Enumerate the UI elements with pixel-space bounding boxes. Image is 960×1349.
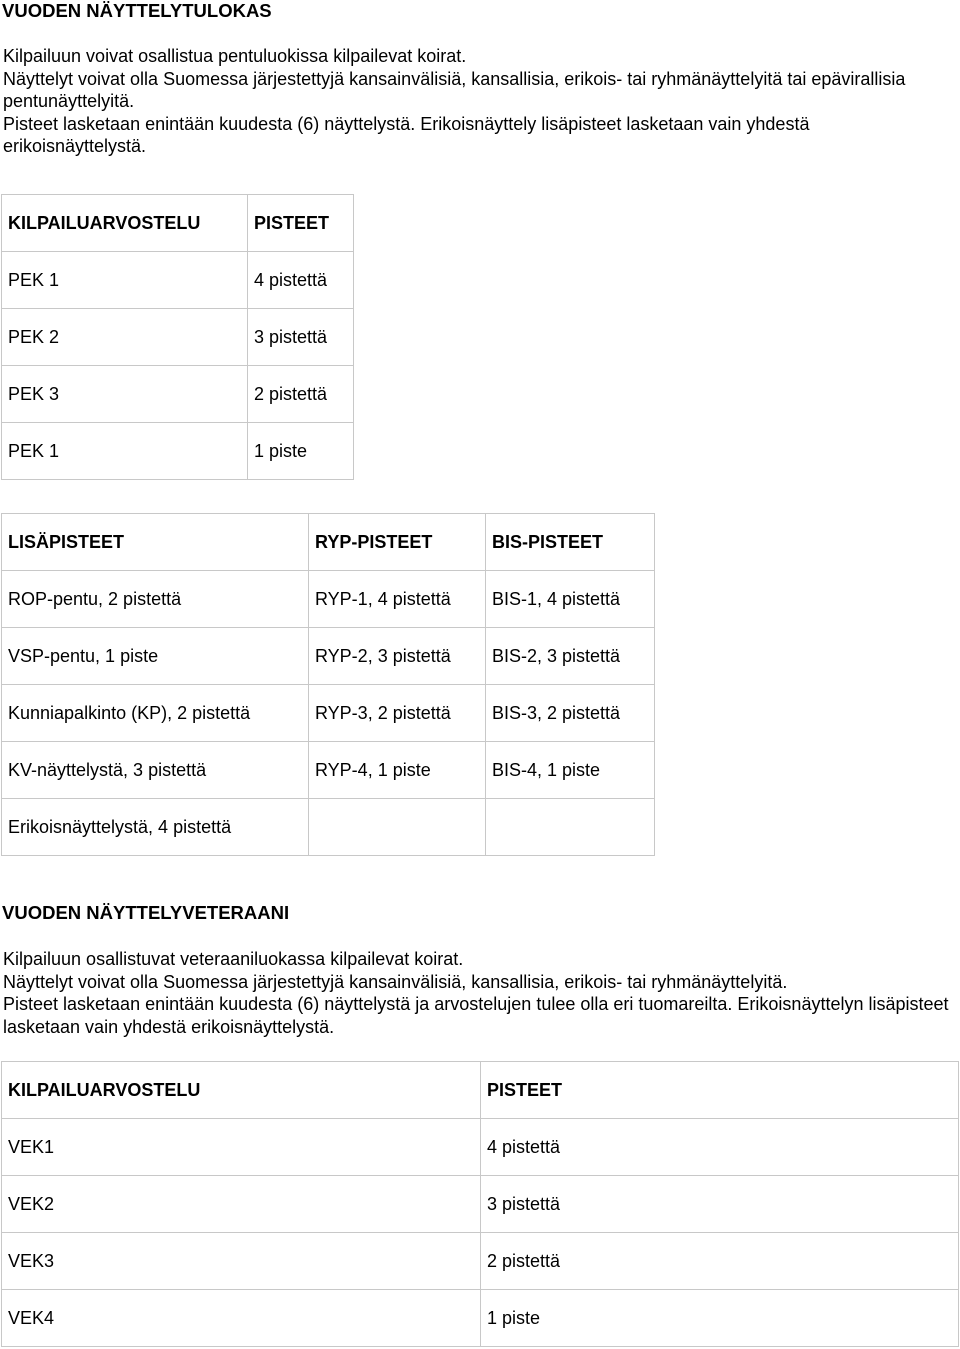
table-header-row <box>2 514 655 571</box>
table-row <box>2 423 354 480</box>
table-cell: Erikoisnäyttelystä, 4 pistettä <box>2 799 309 856</box>
table-cell: PEK 1 <box>2 423 248 480</box>
paragraph: Kilpailuun voivat osallistua pentuluokissa kilpailevat koirat. <box>3 46 467 66</box>
section-intro-nayttelyveteraani <box>3 948 953 1038</box>
table-cell: BIS-2, 3 pistettä <box>486 628 655 685</box>
table-cell: 3 pistettä <box>248 309 354 366</box>
table-row <box>2 366 354 423</box>
section-intro-nayttelytulokas <box>3 45 953 158</box>
table-row <box>2 1176 959 1233</box>
table-cell: BIS-1, 4 pistettä <box>486 571 655 628</box>
paragraph: Kilpailuun osallistuvat veteraaniluokassa kilpailevat koirat. <box>3 949 464 969</box>
table-cell: PEK 2 <box>2 309 248 366</box>
table-row <box>2 685 655 742</box>
table-header-cell: PISTEET <box>248 195 354 252</box>
table-cell: RYP-4, 1 piste <box>309 742 486 799</box>
table-row <box>2 1233 959 1290</box>
table-cell: 2 pistettä <box>248 366 354 423</box>
table-cell: KV-näyttelystä, 3 pistettä <box>2 742 309 799</box>
table-cell: RYP-3, 2 pistettä <box>309 685 486 742</box>
table-cell: RYP-2, 3 pistettä <box>309 628 486 685</box>
table-row <box>2 571 655 628</box>
table-cell: 4 pistettä <box>481 1119 959 1176</box>
table-header-cell: RYP-PISTEET <box>309 514 486 571</box>
table-cell: 1 piste <box>248 423 354 480</box>
points-table-tulokas <box>1 194 354 480</box>
paragraph: Näyttelyt voivat olla Suomessa järjestettyjä kansainvälisiä, kansallisia, erikois- tai ryhmänäyttelyitä tai epävirallisia pentunäyttelyitä. <box>3 68 906 112</box>
table-cell: 3 pistettä <box>481 1176 959 1233</box>
table-cell: ROP-pentu, 2 pistettä <box>2 571 309 628</box>
table-row <box>2 628 655 685</box>
section-title-nayttelytulokas: VUODEN NÄYTTELYTULOKAS <box>2 0 272 21</box>
table-row <box>2 742 655 799</box>
table-header-cell: LISÄPISTEET <box>2 514 309 571</box>
bonus-points-table <box>1 513 655 856</box>
table-header-cell: PISTEET <box>481 1062 959 1119</box>
table-cell: PEK 1 <box>2 252 248 309</box>
table-cell: VEK3 <box>2 1233 481 1290</box>
points-table-veteraani <box>1 1061 959 1347</box>
table-cell: 4 pistettä <box>248 252 354 309</box>
table-row <box>2 1119 959 1176</box>
table-header-row <box>2 1062 959 1119</box>
table-header-cell: KILPAILUARVOSTELU <box>2 1062 481 1119</box>
table-cell: PEK 3 <box>2 366 248 423</box>
table-cell: Kunniapalkinto (KP), 2 pistettä <box>2 685 309 742</box>
table-cell <box>309 799 486 856</box>
table-row <box>2 799 655 856</box>
table-row <box>2 1290 959 1347</box>
table-cell: BIS-3, 2 pistettä <box>486 685 655 742</box>
table-cell: 1 piste <box>481 1290 959 1347</box>
table-cell: VEK1 <box>2 1119 481 1176</box>
paragraph: Pisteet lasketaan enintään kuudesta (6) näyttelystä ja arvostelujen tulee olla eri tuomareilta. Erikoisnäyttelyn lisäpisteet lasketaan vain yhdestä erikoisnäyttelystä. <box>3 994 949 1037</box>
table-header-row <box>2 195 354 252</box>
table-cell: VSP-pentu, 1 piste <box>2 628 309 685</box>
table-cell <box>486 799 655 856</box>
table-cell: VEK2 <box>2 1176 481 1233</box>
table-row <box>2 252 354 309</box>
paragraph: Näyttelyt voivat olla Suomessa järjestettyjä kansainvälisiä, kansallisia, erikois- tai ryhmänäyttelyitä. <box>3 971 788 992</box>
table-cell: RYP-1, 4 pistettä <box>309 571 486 628</box>
table-cell: VEK4 <box>2 1290 481 1347</box>
table-cell: BIS-4, 1 piste <box>486 742 655 799</box>
table-header-cell: BIS-PISTEET <box>486 514 655 571</box>
paragraph: Pisteet lasketaan enintään kuudesta (6) näyttelystä. Erikoisnäyttely lisäpisteet lasketaan vain yhdestä erikoisnäyttelystä. <box>3 113 810 157</box>
section-title-nayttelyveteraani: VUODEN NÄYTTELYVETERAANI <box>2 902 290 923</box>
table-row <box>2 309 354 366</box>
table-header-cell: KILPAILUARVOSTELU <box>2 195 248 252</box>
table-cell: 2 pistettä <box>481 1233 959 1290</box>
